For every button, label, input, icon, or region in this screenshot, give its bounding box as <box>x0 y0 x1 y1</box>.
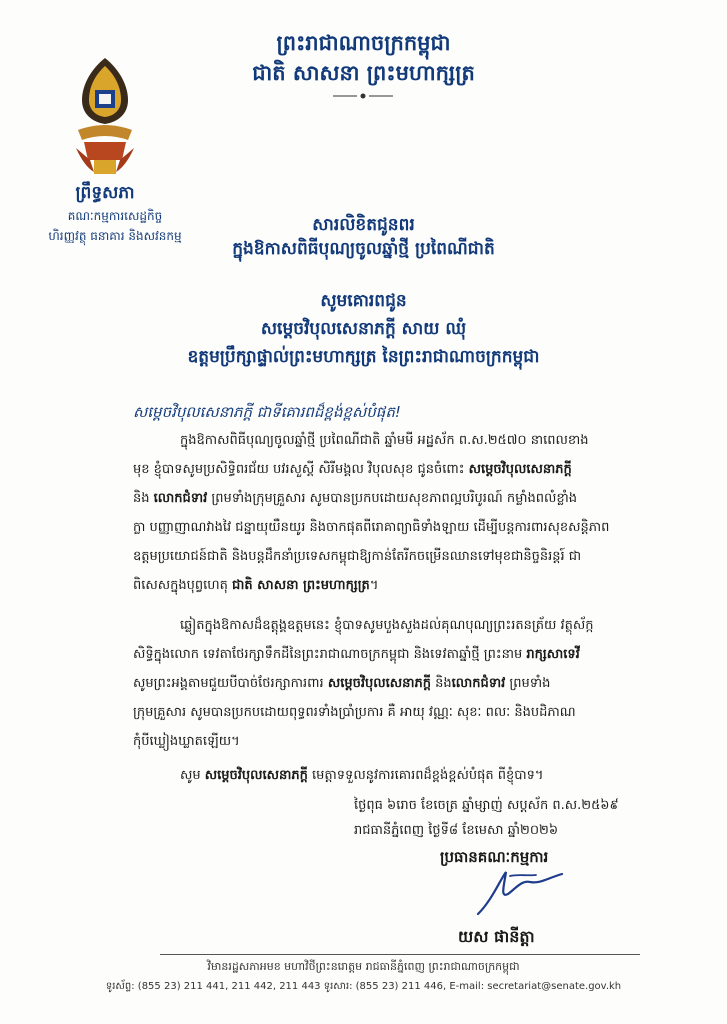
paragraph2-line3: សូមព្រះអង្គតាមជួយបីបាច់ថែរក្សាការពារ សម្តេចវិបុលសេនាភក្តី និងលោកជំទាវ ព្រមទាំង <box>133 676 551 691</box>
committee-name-line2: ហិរញ្ញវត្ថុ ធនាគារ និងសវនកម្ម <box>48 229 182 243</box>
senate-emblem-icon <box>72 56 138 178</box>
paragraph1-line3: និង លោកជំទាវ ព្រមទាំងក្រុមគ្រួសារ សូមបានប្រកបដោយសុខភាពល្អបរិបូរណ៍ កម្លាំងពលំខ្លាំង <box>133 491 577 506</box>
ornament-divider-icon <box>333 92 393 100</box>
footer-contact: ទូរស័ព្ទ: (855 23) 211 441, 211 442, 211 443 ទូរសារ: (855 23) 211 446, E-mail: secretariat@senate.gov.kh <box>105 981 622 992</box>
letter-title: សារលិខិតជូនពរ <box>312 215 415 235</box>
signatory-title: ប្រធានគណៈកម្មការ <box>440 848 549 866</box>
institution-name: ព្រឹទ្ធសភា <box>75 183 135 203</box>
paragraph2-line5: កុំបីឃ្លៀងឃ្លាតឡើយ។ <box>133 734 240 749</box>
national-motto: ជាតិ សាសនា ព្រះមហាក្សត្រ <box>252 61 475 85</box>
closing-line: សូម សម្តេចវិបុលសេនាភក្តី មេត្តាទទួលនូវការគោរពដ៏ខ្ពង់ខ្ពស់បំផុត ពីខ្ញុំបាទ។ <box>180 768 544 783</box>
handwritten-signature <box>470 864 570 919</box>
paragraph1-line5: ឧត្តមប្រយោជន៍ជាតិ និងបន្តដឹកនាំប្រទេសកម្ពុជាឱ្យកាន់តែរីកចម្រើនឈានទៅមុខជានិច្ចនិរន្តរ៍ ជា <box>133 549 582 564</box>
footer-divider <box>160 954 640 955</box>
paragraph1-line6: ពិសេសក្នុងបុព្វហេតុ ជាតិ សាសនា ព្រះមហាក្សត្រ។ <box>133 578 379 593</box>
signatory-name: យស ផានីត្តា <box>458 927 535 946</box>
lunar-date: ថ្ងៃពុធ ៦រោច ខែចេត្រ ឆ្នាំម្សាញ់ សប្តស័ក ព.ស.២៥៦៩ <box>354 798 619 813</box>
kingdom-title: ព្រះរាជាណាចក្រកម្ពុជា <box>276 31 451 55</box>
paragraph2-line1: ឆ្លៀតក្នុងឱកាសដ៏ឧត្តុង្គឧត្តមនេះ ខ្ញុំបាទសូមបួងសួងដល់គុណបុណ្យព្រះរតនត្រ័យ វត្ថុស័ក្ក <box>180 618 594 633</box>
place-date: រាជធានីភ្នំពេញ ថ្ងៃទី៨ ខែមេសា ឆ្នាំ២០២៦ <box>354 823 559 838</box>
paragraph1-line1: ក្នុងឱកាសពិធីបុណ្យចូលឆ្នាំថ្មី ប្រពៃណីជាតិ ឆ្នាំមមី អដ្ឋស័ក ព.ស.២៥៧០ នាពេលខាង <box>180 433 589 448</box>
letter-subtitle: ក្នុងឱកាសពិធីបុណ្យចូលឆ្នាំថ្មី ប្រពៃណីជាតិ <box>232 239 495 259</box>
footer-address: វិមានរដ្ឋសភាអមខ មហាវិថីព្រះនរោត្តម រាជធានីភ្នំពេញ ព្រះរាជាណាចក្រកម្ពុជា <box>207 960 520 973</box>
committee-name-line1: គណៈកម្មការសេដ្ឋកិច្ច <box>67 209 163 223</box>
paragraph2-line4: ក្រុមគ្រួសារ សូមបានប្រកបដោយពុទ្ធពរទាំងប្រាំប្រការ គឺ អាយុ វណ្ណៈ សុខៈ ពលៈ និងបដិភាណ <box>133 705 576 720</box>
paragraph1-line4: ក្លា បញ្ញាញាណវាងវៃ ជន្នាយុយឺនយូរ និងចាកផុតពីរោគាព្យាធិទាំងឡាយ ដើម្បីបន្តការពារសុខសន្តិភាព <box>133 520 610 535</box>
addressee-greeting: សូមគោរពជូន <box>320 291 407 311</box>
salutation: សម្តេចវិបុលសេនាភក្តី ជាទីគោរពដ៏ខ្ពង់ខ្ពស់បំផុត! <box>133 403 401 421</box>
paragraph2-line2: សិទ្ធិក្នុងលោក ទេវតាថែរក្សាទឹកដីនៃព្រះរាជាណាចក្រកម្ពុជា និងទេវតាឆ្នាំថ្មី ព្រះនាម រាក្សសាទេវី <box>133 647 580 662</box>
paragraph1-line2: មុខ ខ្ញុំបាទសូមប្រសិទ្ធិពរជ័យ បវរសួស្តី សិរីមង្គល វិបុលសុខ ជូនចំពោះ សម្តេចវិបុលសេនាភក្តី <box>133 462 572 477</box>
addressee-position: ឧត្តមប្រឹក្សាផ្ទាល់ព្រះមហាក្សត្រ នៃព្រះរាជាណាចក្រកម្ពុជា <box>187 347 540 367</box>
addressee-name: សម្តេចវិបុលសេនាភក្តី សាយ ឈុំ <box>260 319 467 339</box>
